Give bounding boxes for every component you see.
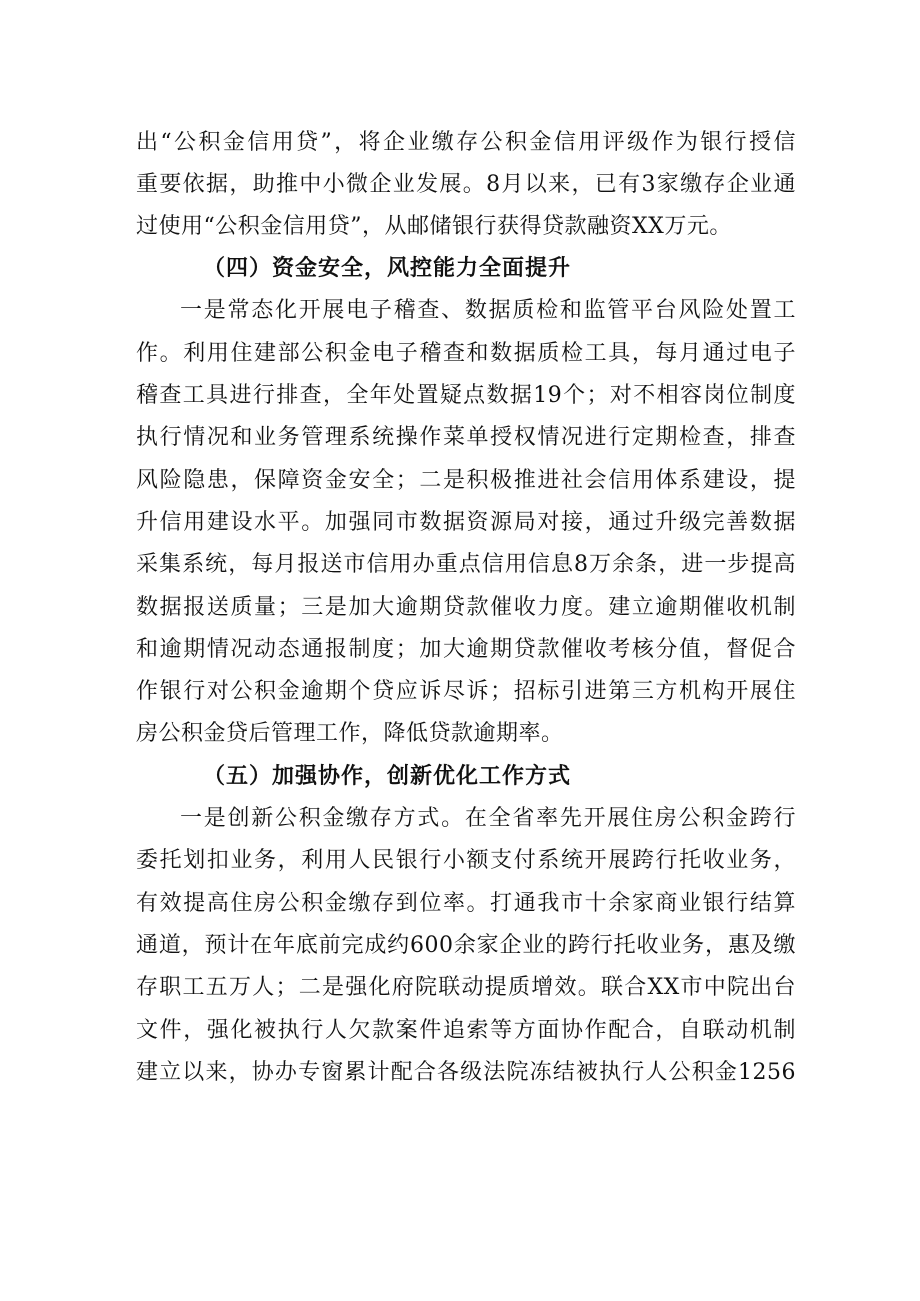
paragraph-line: 一是常态化开展电子稽查、数据质检和监管平台风险处置工	[180, 298, 796, 323]
paragraph-line: 房公积金贷后管理工作，降低贷款逾期率。	[136, 721, 564, 746]
section-heading-5: （五）加强协作，创新优化工作方式	[203, 764, 572, 789]
paragraph-line: 稽查工具进行排查，全年处置疑点数据19个；对不相容岗位制度	[136, 383, 796, 408]
paragraph-line: 出“公积金信用贷”，将企业缴存公积金信用评级作为银行授信	[136, 130, 796, 155]
paragraph-line: 存职工五万人；二是强化府院联动提质增效。联合XX市中院出台	[136, 975, 796, 1000]
paragraph-line: 一是创新公积金缴存方式。在全省率先开展住房公积金跨行	[180, 806, 796, 831]
section-heading-4: （四）资金安全，风控能力全面提升	[203, 256, 572, 281]
paragraph-line: 升信用建设水平。加强同市数据资源局对接，通过升级完善数据	[136, 510, 796, 535]
paragraph-line: 数据报送质量；三是加大逾期贷款催收力度。建立逾期催收机制	[136, 595, 796, 620]
paragraph-line: 重要依据，助推中小微企业发展。8月以来，已有3家缴存企业通	[136, 172, 796, 197]
paragraph-line: 过使用“公积金信用贷”，从邮储银行获得贷款融资XX万元。	[136, 214, 732, 239]
paragraph-line: 建立以来，协办专窗累计配合各级法院冻结被执行人公积金1256	[136, 1060, 796, 1085]
paragraph-line: 文件，强化被执行人欠款案件追索等方面协作配合，自联动机制	[136, 1018, 796, 1043]
paragraph-line: 作银行对公积金逾期个贷应诉尽诉；招标引进第三方机构开展住	[136, 679, 796, 704]
paragraph-line: 通道，预计在年底前完成约600余家企业的跨行托收业务，惠及缴	[136, 933, 796, 958]
paragraph-line: 风险隐患，保障资金安全；二是积极推进社会信用体系建设，提	[136, 468, 796, 493]
paragraph-line: 采集系统，每月报送市信用办重点信用信息8万余条，进一步提高	[136, 552, 796, 577]
paragraph-line: 有效提高住房公积金缴存到位率。打通我市十余家商业银行结算	[136, 891, 796, 916]
paragraph-line: 执行情况和业务管理系统操作菜单授权情况进行定期检查，排查	[136, 425, 796, 450]
paragraph-line: 和逾期情况动态通报制度；加大逾期贷款催收考核分值，督促合	[136, 637, 796, 662]
paragraph-line: 作。利用住建部公积金电子稽查和数据质检工具，每月通过电子	[136, 341, 796, 366]
paragraph-line: 委托划扣业务，利用人民银行小额支付系统开展跨行托收业务，	[136, 848, 796, 873]
